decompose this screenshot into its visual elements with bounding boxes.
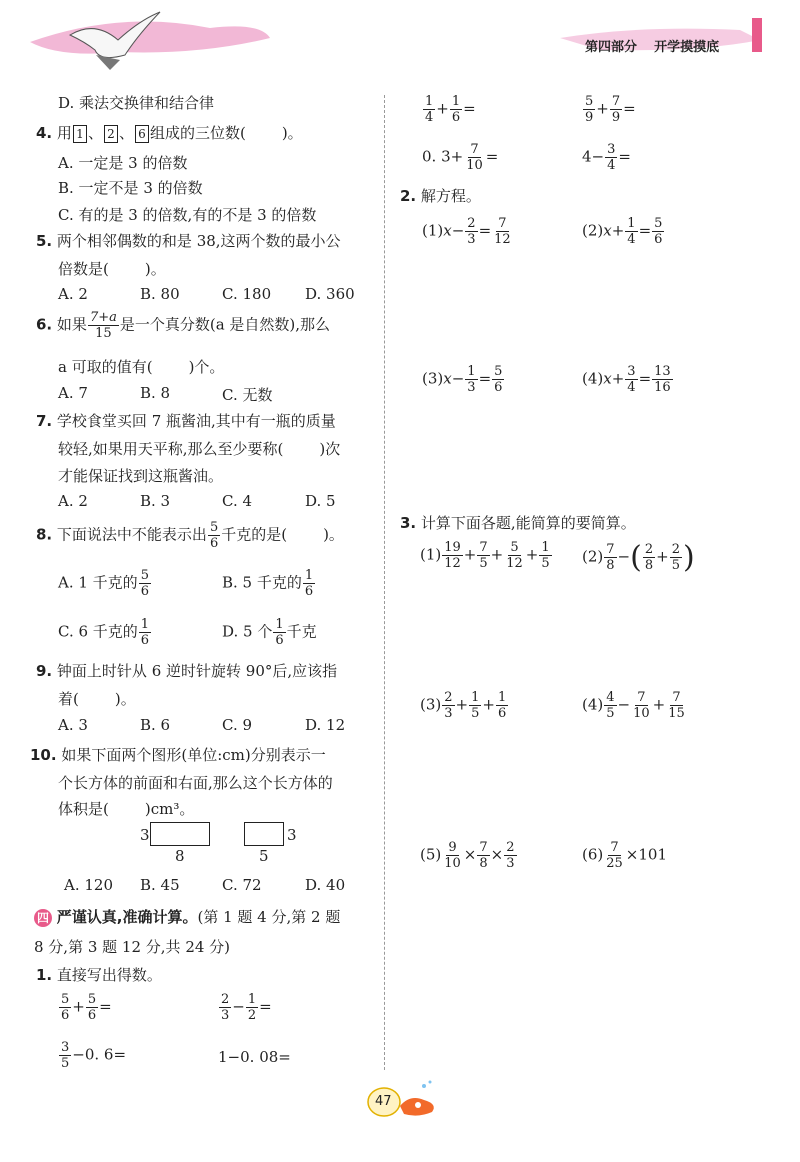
p4a-d: 5 bbox=[606, 706, 615, 721]
question-6 bbox=[36, 310, 330, 341]
question-4: 4. 用 1 、 2 、 6 组成的三位数( )。 bbox=[36, 124, 303, 142]
q10-line3-text: 体积是( bbox=[58, 800, 109, 818]
calc-q3-p5: (5) $\frac{9}{10}$ × $\frac{7}{8}$ × $\frac{2}{3}$ bbox=[420, 840, 515, 871]
p3-frac-b bbox=[469, 690, 481, 721]
q3-option-d: D. 乘法交换律和结合律 bbox=[58, 94, 215, 112]
q6-option-b: B. 8 bbox=[140, 384, 171, 402]
p5c-d: 3 bbox=[506, 856, 515, 871]
p3b-n: 1 bbox=[471, 690, 480, 705]
p5c-n: 2 bbox=[506, 840, 515, 855]
r4-pre: 4− bbox=[582, 147, 605, 166]
p4-frac-a bbox=[604, 690, 616, 721]
bubble-icon-2 bbox=[429, 1081, 432, 1084]
q8-d-denominator: 6 bbox=[275, 633, 284, 648]
q8-end: )。 bbox=[323, 525, 344, 544]
eq-3-var: x bbox=[443, 369, 452, 388]
q8-c-numerator: 1 bbox=[140, 617, 150, 632]
eq-3-frac1-n: 1 bbox=[467, 364, 476, 379]
q8-d-text: D. 5 个 bbox=[222, 622, 273, 641]
q8-b-text: B. 5 千克的 bbox=[222, 573, 302, 592]
q5-line2-end: )。 bbox=[144, 260, 166, 278]
q8-a-text: A. 1 千克的 bbox=[58, 573, 138, 592]
p3-label: (3) bbox=[420, 695, 442, 714]
q8-number: 8. bbox=[36, 525, 53, 544]
r2-frac2-d: 9 bbox=[611, 110, 621, 125]
calc-q3-p4: (4) $\frac{4}{5}$ − $\frac{7}{10}$ + $\frac{7}{15}$ bbox=[582, 690, 685, 721]
q5-option-c: C. 180 bbox=[222, 285, 272, 303]
eq-2-frac2-d: 6 bbox=[654, 232, 663, 247]
p1d-n: 1 bbox=[541, 540, 550, 555]
section-4-scoring-line1: (第 1 题 4 分,第 2 题 bbox=[197, 908, 341, 926]
q9-line2-end: )。 bbox=[114, 690, 136, 708]
q7-option-d: D. 5 bbox=[305, 492, 336, 510]
q10-option-b: B. 45 bbox=[140, 876, 180, 894]
q8-post: 千克的是( bbox=[221, 525, 288, 544]
equation-1: (1)x− $\frac{2}{3}$ = $\frac{7}{12}$ bbox=[422, 216, 511, 247]
question-8 bbox=[36, 520, 344, 551]
q8-d-fraction bbox=[273, 617, 285, 648]
calc-r1: $\frac{1}{4}$ + $\frac{1}{6}$ = bbox=[425, 94, 476, 125]
r2-frac1-d: 9 bbox=[585, 110, 594, 125]
p1-label: (1) bbox=[420, 545, 442, 564]
p1-frac-c bbox=[504, 540, 525, 571]
p5-frac-c bbox=[504, 840, 516, 871]
eq-3-frac1-d: 3 bbox=[467, 380, 476, 395]
calc-q3-p1: (1) $\frac{19}{12}$ + $\frac{7}{5}$ + $\frac{5}{12}$ + $\frac{1}{5}$ bbox=[420, 540, 550, 571]
p2b-n: 2 bbox=[644, 542, 654, 557]
r3-pre: 0. 3+ bbox=[422, 147, 464, 166]
q5-option-a: A. 2 bbox=[58, 285, 88, 303]
q5-line2-text: 倍数是( bbox=[58, 260, 109, 278]
p1c-n: 5 bbox=[510, 540, 519, 555]
p6-label: (6) bbox=[582, 845, 604, 864]
p6a-n: 7 bbox=[610, 840, 619, 855]
eq2-frac1-d: 3 bbox=[221, 1008, 230, 1023]
p4-frac-b bbox=[631, 690, 652, 721]
section-4-heading bbox=[34, 906, 340, 927]
p2-frac-c bbox=[670, 542, 682, 573]
p6-frac-a bbox=[604, 840, 625, 871]
p5a-n: 9 bbox=[448, 840, 457, 855]
eq-1-frac1-n: 2 bbox=[467, 216, 476, 231]
digit-card-1: 1 bbox=[73, 125, 87, 143]
porthole-icon bbox=[415, 1102, 421, 1108]
r1-frac1-n: 1 bbox=[425, 94, 434, 109]
calc-q3-title: 计算下面各题,能简算的要简算。 bbox=[420, 514, 636, 532]
calc-q1-eq4: 1−0. 08= bbox=[218, 1048, 291, 1066]
p4a-n: 4 bbox=[606, 690, 615, 705]
r3-frac bbox=[464, 142, 485, 173]
calc-q1-eq1: $\frac{5}{6}$ + $\frac{5}{6}$ = bbox=[61, 992, 112, 1023]
q6-line2 bbox=[58, 356, 224, 377]
q6-option-c: C. 无数 bbox=[222, 386, 273, 404]
p3a-n: 2 bbox=[444, 690, 453, 705]
q8-a-denominator: 6 bbox=[140, 584, 149, 599]
eq1-frac2-d: 6 bbox=[87, 1008, 97, 1023]
q9-option-b: B. 6 bbox=[140, 716, 171, 734]
eq-2-frac1-d: 4 bbox=[627, 232, 636, 247]
q4-post: 组成的三位数( bbox=[149, 124, 246, 142]
p5b-d: 8 bbox=[479, 856, 488, 871]
p5-frac-a bbox=[442, 840, 463, 871]
section-4-scoring-line2: 8 分,第 3 题 12 分,共 24 分) bbox=[34, 938, 231, 956]
calc-q1 bbox=[36, 964, 162, 985]
q9-option-d: D. 12 bbox=[305, 716, 346, 734]
right-face-height-label: 3 bbox=[287, 826, 297, 844]
q8-fraction-denominator: 6 bbox=[209, 536, 219, 551]
q8-pre: 下面说法中不能表示出 bbox=[56, 525, 207, 544]
right-face-rectangle bbox=[244, 822, 284, 846]
p3b-d: 5 bbox=[471, 706, 480, 721]
r1-frac1 bbox=[423, 94, 435, 125]
q4-end: )。 bbox=[281, 124, 303, 142]
r2-frac1 bbox=[583, 94, 595, 125]
q9-option-c: C. 9 bbox=[222, 716, 253, 734]
q4-option-b: B. 一定不是 3 的倍数 bbox=[58, 179, 203, 197]
eq2-frac1-n: 2 bbox=[221, 992, 230, 1007]
q8-fraction-numerator: 5 bbox=[209, 520, 219, 535]
p4b-n: 7 bbox=[637, 690, 646, 705]
question-10 bbox=[30, 744, 326, 765]
calc-q3-number: 3. bbox=[400, 514, 417, 532]
q10-option-c: C. 72 bbox=[222, 876, 262, 894]
q8-a-fraction bbox=[139, 568, 151, 599]
p5-frac-b bbox=[477, 840, 489, 871]
q9-option-a: A. 3 bbox=[58, 716, 88, 734]
q7-line2 bbox=[58, 438, 340, 459]
q6-number: 6. bbox=[36, 315, 53, 334]
calc-r2: $\frac{5}{9}$ + $\frac{7}{9}$ = bbox=[585, 94, 636, 125]
q10-line3 bbox=[58, 798, 194, 819]
eq-3-frac2 bbox=[492, 364, 504, 395]
p1d-d: 5 bbox=[541, 556, 550, 571]
r1-frac1-d: 4 bbox=[425, 110, 434, 125]
section-4-badge: 四 bbox=[34, 909, 52, 927]
front-face-rectangle bbox=[150, 822, 210, 846]
calc-q1-title: 直接写出得数。 bbox=[56, 966, 162, 984]
p2c-n: 2 bbox=[671, 542, 680, 557]
r2-frac2-n: 7 bbox=[611, 94, 621, 109]
q9-line2-text: 着( bbox=[58, 690, 79, 708]
q8-c-fraction bbox=[139, 617, 151, 648]
eq-3-label: (3) bbox=[422, 369, 444, 388]
eq-4-frac1-d: 4 bbox=[627, 380, 636, 395]
r3-frac-d: 10 bbox=[466, 158, 483, 173]
q8-d-post: 千克 bbox=[286, 622, 317, 641]
page-number: 47 bbox=[375, 1094, 392, 1109]
eq1-frac2-n: 5 bbox=[87, 992, 97, 1007]
r4-frac-d: 4 bbox=[607, 158, 616, 173]
calc-q1-eq3 bbox=[58, 1040, 126, 1071]
p1c-d: 12 bbox=[506, 556, 523, 571]
q5-option-d: D. 360 bbox=[305, 285, 355, 303]
p4c-d: 15 bbox=[668, 706, 685, 721]
q7-option-a: A. 2 bbox=[58, 492, 88, 510]
q10-option-d: D. 40 bbox=[305, 876, 346, 894]
eq-4-frac2 bbox=[652, 364, 673, 395]
calc-r4: 4− $\frac{3}{4}$ = bbox=[582, 142, 631, 173]
q5-number: 5. bbox=[36, 232, 53, 250]
p1b-d: 5 bbox=[479, 556, 488, 571]
p2a-d: 8 bbox=[606, 558, 615, 573]
calc-q1-eq2: $\frac{2}{3}$ − $\frac{1}{2}$ = bbox=[221, 992, 272, 1023]
corner-mark-icon bbox=[752, 18, 762, 52]
p4-frac-c bbox=[666, 690, 687, 721]
q10-line3-end: )cm³。 bbox=[144, 800, 195, 818]
calc-q2 bbox=[400, 185, 481, 206]
r3-frac-n: 7 bbox=[470, 142, 479, 157]
q6-line2-end: )个。 bbox=[188, 358, 225, 376]
q10-number: 10. bbox=[30, 746, 57, 764]
q6-fraction bbox=[88, 310, 119, 341]
q9-number: 9. bbox=[36, 662, 53, 680]
q4-pre: 用 bbox=[56, 124, 72, 142]
q9-line2 bbox=[58, 688, 136, 709]
p4b-d: 10 bbox=[633, 706, 650, 721]
eq-1-frac2-d: 12 bbox=[494, 232, 511, 247]
q6-fraction-denominator: 15 bbox=[95, 326, 112, 341]
question-5 bbox=[36, 230, 341, 251]
eq1-frac2 bbox=[86, 992, 98, 1023]
r1-frac2-n: 1 bbox=[451, 94, 461, 109]
eq-1-frac1 bbox=[465, 216, 477, 247]
r1-frac2-d: 6 bbox=[451, 110, 461, 125]
p3-frac-a bbox=[442, 690, 454, 721]
eq-4-frac2-d: 16 bbox=[654, 380, 671, 395]
digit-card-3: 6 bbox=[135, 125, 149, 143]
q7-option-b: B. 3 bbox=[140, 492, 171, 510]
eq1-frac1 bbox=[59, 992, 71, 1023]
p2-frac-b bbox=[643, 542, 655, 573]
p4-label: (4) bbox=[582, 695, 604, 714]
eq1-frac1-d: 6 bbox=[61, 1008, 70, 1023]
q8-option-c bbox=[58, 617, 152, 648]
p1a-n: 19 bbox=[444, 540, 461, 555]
eq-2-frac2 bbox=[652, 216, 664, 247]
q8-d-numerator: 1 bbox=[275, 617, 284, 632]
right-face-width-label: 5 bbox=[259, 847, 269, 865]
q8-fraction bbox=[208, 520, 220, 551]
eq-4-var: x bbox=[603, 369, 612, 388]
section-4-title: 严谨认真,准确计算。 bbox=[56, 908, 198, 926]
calc-r3: 0. 3+ $\frac{7}{10}$ = bbox=[422, 142, 499, 173]
q8-c-denominator: 6 bbox=[140, 633, 150, 648]
bubble-icon-1 bbox=[422, 1084, 426, 1088]
p2-label: (2) bbox=[582, 547, 604, 566]
p1a-d: 12 bbox=[444, 556, 461, 571]
calc-q1-number: 1. bbox=[36, 966, 53, 984]
eq2-frac1 bbox=[219, 992, 231, 1023]
eq-4-frac1 bbox=[625, 364, 637, 395]
q6-line2-text: a 可取的值有( bbox=[58, 358, 153, 376]
q4-option-c: C. 有的是 3 的倍数,有的不是 3 的倍数 bbox=[58, 206, 317, 224]
p1b-n: 7 bbox=[479, 540, 488, 555]
header-section bbox=[585, 36, 719, 55]
q7-line2-end: )次 bbox=[319, 440, 341, 458]
q8-b-fraction bbox=[303, 568, 315, 599]
eq-1-var: x bbox=[443, 221, 452, 240]
p1-frac-a bbox=[442, 540, 463, 571]
p3-frac-c bbox=[496, 690, 508, 721]
q7-line1: 学校食堂买回 7 瓶酱油,其中有一瓶的质量 bbox=[56, 412, 336, 430]
eq-2-label: (2) bbox=[582, 221, 604, 240]
q5-line1: 两个相邻偶数的和是 38,这两个数的最小公 bbox=[56, 232, 341, 250]
r4-frac-n: 3 bbox=[607, 142, 616, 157]
p1-frac-b bbox=[477, 540, 489, 571]
r4-frac bbox=[605, 142, 617, 173]
header-title-text: 开学摸摸底 bbox=[654, 40, 720, 55]
q6-pre: 如果 bbox=[56, 315, 87, 334]
q8-option-d bbox=[222, 617, 317, 648]
q5-option-b: B. 80 bbox=[140, 285, 180, 303]
q8-option-b bbox=[222, 568, 316, 599]
p6a-d: 25 bbox=[606, 856, 623, 871]
r1-frac2 bbox=[450, 94, 462, 125]
eq-1-frac2 bbox=[492, 216, 513, 247]
q7-number: 7. bbox=[36, 412, 53, 430]
p3c-d: 6 bbox=[497, 706, 507, 721]
q8-a-numerator: 5 bbox=[140, 568, 149, 583]
eq3-frac-n: 3 bbox=[61, 1040, 70, 1055]
eq-2-frac1-n: 1 bbox=[627, 216, 636, 231]
eq-2-frac1 bbox=[625, 216, 637, 247]
equation-3: (3)x− $\frac{1}{3}$ = $\frac{5}{6}$ bbox=[422, 364, 503, 395]
eq1-frac1-n: 5 bbox=[61, 992, 70, 1007]
q7-line2-text: 较轻,如果用天平称,那么至少要称( bbox=[58, 440, 284, 458]
front-face-height-label: 3 bbox=[140, 826, 150, 844]
eq2-frac2 bbox=[246, 992, 258, 1023]
calc-q2-number: 2. bbox=[400, 187, 417, 205]
question-7 bbox=[36, 410, 336, 431]
q9-line1: 钟面上时针从 6 逆时针旋转 90°后,应该指 bbox=[56, 662, 338, 680]
eq-2-frac2-n: 5 bbox=[654, 216, 663, 231]
eq3-frac bbox=[59, 1040, 71, 1071]
r2-frac2 bbox=[610, 94, 622, 125]
q5-line2 bbox=[58, 258, 166, 279]
p1-frac-d bbox=[539, 540, 551, 571]
p5b-n: 7 bbox=[479, 840, 488, 855]
q10-line1: 如果下面两个图形(单位:cm)分别表示一 bbox=[61, 746, 326, 764]
eq-4-frac1-n: 3 bbox=[627, 364, 636, 379]
question-9 bbox=[36, 660, 337, 681]
eq2-frac2-d: 2 bbox=[247, 1008, 257, 1023]
calc-q2-title: 解方程。 bbox=[420, 187, 481, 205]
p2c-d: 5 bbox=[671, 558, 680, 573]
column-divider bbox=[384, 95, 385, 1070]
eq-1-frac1-d: 3 bbox=[467, 232, 476, 247]
q7-line3: 才能保证找到这瓶酱油。 bbox=[58, 467, 224, 485]
p6-post: ×101 bbox=[625, 845, 667, 864]
front-face-width-label: 8 bbox=[175, 847, 185, 865]
calc-q3 bbox=[400, 512, 636, 533]
pink-cloud-shape bbox=[30, 22, 270, 54]
p2a-n: 7 bbox=[606, 542, 615, 557]
eq-3-frac1 bbox=[465, 364, 477, 395]
eq-4-label: (4) bbox=[582, 369, 604, 388]
q4-option-a: A. 一定是 3 的倍数 bbox=[58, 154, 188, 172]
q10-line2: 个长方体的前面和右面,那么这个长方体的 bbox=[58, 774, 333, 792]
r2-frac1-n: 5 bbox=[585, 94, 594, 109]
p5-label: (5) bbox=[420, 845, 442, 864]
eq-1-label: (1) bbox=[422, 221, 444, 240]
eq-1-frac2-n: 7 bbox=[498, 216, 507, 231]
equation-2: (2)x+ $\frac{1}{4}$ = $\frac{5}{6}$ bbox=[582, 216, 663, 247]
q7-option-c: C. 4 bbox=[222, 492, 253, 510]
q8-option-a bbox=[58, 568, 152, 599]
header-section-text: 第四部分 bbox=[585, 40, 638, 55]
p5a-d: 10 bbox=[444, 856, 461, 871]
eq-3-frac2-n: 5 bbox=[494, 364, 503, 379]
q6-post: 是一个真分数(a 是自然数),那么 bbox=[119, 315, 331, 334]
p3c-n: 1 bbox=[497, 690, 507, 705]
eq-4-frac2-n: 13 bbox=[654, 364, 671, 379]
calc-q3-p3: (3) $\frac{2}{3}$ + $\frac{1}{5}$ + $\frac{1}{6}$ bbox=[420, 690, 507, 721]
calc-q3-p6 bbox=[582, 840, 667, 871]
digit-card-2: 2 bbox=[104, 125, 118, 143]
p4c-n: 7 bbox=[672, 690, 681, 705]
q10-option-a: A. 120 bbox=[64, 876, 113, 894]
q8-b-denominator: 6 bbox=[304, 584, 314, 599]
eq3-post: −0. 6= bbox=[72, 1045, 127, 1064]
eq3-frac-d: 5 bbox=[61, 1056, 70, 1071]
q4-number: 4. bbox=[36, 124, 53, 142]
calc-q3-p2: (2) $\frac{7}{8}$ −( $\frac{2}{8}$ + $\frac{2}{5}$ ) bbox=[582, 540, 695, 575]
p3a-d: 3 bbox=[444, 706, 453, 721]
q6-fraction-numerator: 7+a bbox=[89, 310, 117, 325]
eq-2-var: x bbox=[603, 221, 612, 240]
q8-c-text: C. 6 千克的 bbox=[58, 622, 138, 641]
equation-4: (4)x+ $\frac{3}{4}$ = $\frac{13}{16}$ bbox=[582, 364, 671, 395]
eq-3-frac2-d: 6 bbox=[494, 380, 503, 395]
p2-frac-a bbox=[604, 542, 616, 573]
p2b-d: 8 bbox=[644, 558, 654, 573]
eq2-frac2-n: 1 bbox=[247, 992, 257, 1007]
q8-b-numerator: 1 bbox=[304, 568, 314, 583]
q6-option-a: A. 7 bbox=[58, 384, 88, 402]
